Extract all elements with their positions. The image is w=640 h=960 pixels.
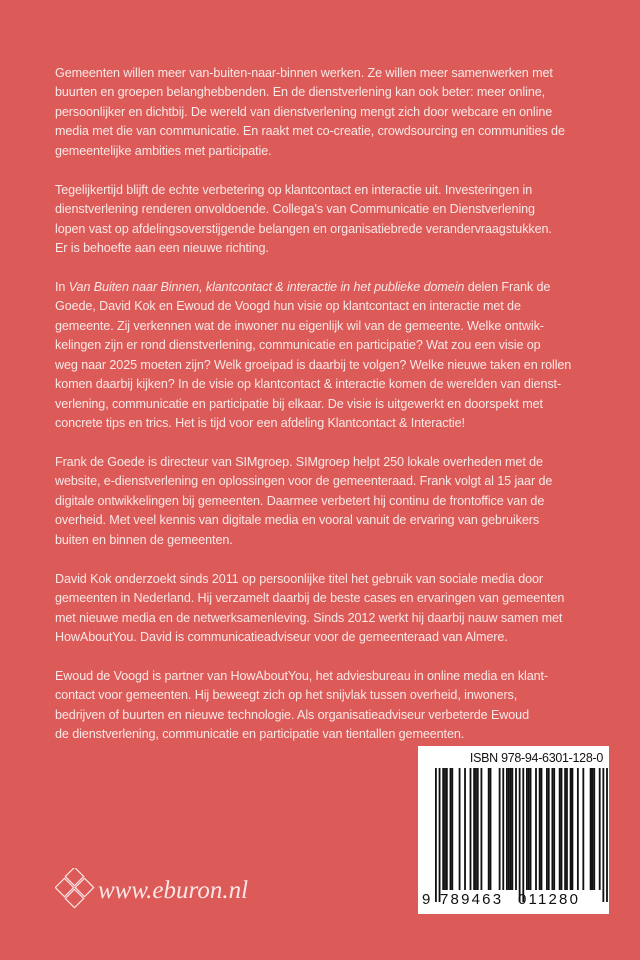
barcode-bar	[475, 768, 477, 890]
barcode-bar	[526, 768, 528, 890]
barcode-bar	[592, 768, 594, 890]
barcode-bar	[559, 768, 561, 890]
barcode-bar	[502, 768, 504, 890]
barcode-bar	[470, 768, 472, 890]
text-line: gemeentelijke ambities met participatie.	[55, 143, 272, 158]
barcode-bar	[599, 768, 601, 890]
barcode-bar	[511, 768, 513, 890]
text-line: gemeente. Zij verkennen wat de inwoner nu eigenlijk wil van de gemeente. Welke ontwik-	[55, 318, 544, 333]
barcode-first-digit: 9	[422, 891, 431, 908]
text-line: Ewoud de Voogd is partner van HowAboutYou, het adviesbureau in online media en klant-	[55, 668, 549, 683]
text-line: concrete tips en trics. Het is tijd voor een afdeling Klantcontact & Interactie!	[55, 416, 465, 431]
barcode-bar	[446, 768, 448, 890]
paragraph	[55, 278, 615, 434]
barcode-bar	[577, 768, 579, 890]
paragraph	[55, 453, 615, 550]
barcode-right-digits: 011280	[518, 891, 581, 908]
barcode-bar	[515, 768, 517, 890]
barcode-bar	[522, 768, 524, 902]
text-line	[55, 278, 615, 297]
barcode-bar	[488, 768, 490, 890]
barcode-bar	[553, 768, 555, 890]
barcode-bar	[551, 768, 553, 890]
isbn-label: ISBN 978-94-6301-128-0	[469, 751, 603, 765]
barcode-bar	[561, 768, 563, 890]
text-line: buurten en groepen belanghebbenden. En de dienstverlening kan ook beter: meer online,	[55, 85, 546, 100]
text-line: met nieuwe media en de netwerksamenleving. Sinds 2012 werkt hij daarbij nauw samen met	[55, 610, 563, 625]
barcode-bar	[481, 768, 483, 890]
barcode-bar	[566, 768, 568, 890]
barcode-bar	[602, 768, 604, 902]
barcode-bar	[572, 768, 574, 890]
barcode-bar	[564, 768, 566, 890]
text-line: Gemeenten willen meer van-buiten-naar-binnen werken. Ze willen meer samenwerken met	[55, 66, 553, 80]
barcode-bar	[546, 768, 548, 890]
barcode-bar	[539, 768, 541, 890]
paragraph	[55, 64, 615, 161]
barcode-bar	[506, 768, 508, 890]
text-line: dienstverlening renderen onvoldoende. Collega's van Communicatie en Dienstverlening	[55, 202, 535, 217]
barcode-bar	[535, 768, 537, 890]
barcode-bar	[590, 768, 592, 890]
barcode-bar	[435, 768, 437, 902]
publisher-url[interactable]: www.eburon.nl	[98, 877, 249, 904]
barcode-bar	[473, 768, 475, 890]
text-line: contact voor gemeenten. Hij beweegt zich op het snijvlak tussen overheid, inwoners,	[55, 688, 518, 703]
back-cover-text	[55, 64, 615, 764]
text-line: persoonlijker en dichtbij. De wereld van dienstverlening mengt zich door webcare en online	[55, 104, 553, 119]
text-fragment: In	[55, 279, 69, 294]
barcode-bar	[530, 768, 532, 890]
book-title: Van Buiten naar Binnen, klantcontact & interactie in het publieke domein	[68, 279, 465, 294]
text-line: de dienstverlening, communicatie en participatie van tientallen gemeenten.	[55, 727, 465, 742]
paragraph	[55, 570, 615, 648]
text-line: digitale ontwikkelingen bij gemeenten. Daarmee verbetert hij continu de frontoffice van de	[55, 493, 545, 508]
barcode-bar	[593, 768, 595, 890]
barcode-bar	[519, 768, 521, 902]
text-line: HowAboutYou. David is communicatieadviseur voor de gemeenteraad van Almere.	[55, 630, 508, 645]
barcode-bar	[541, 768, 543, 890]
barcode-bar	[508, 768, 510, 890]
barcode-bar	[450, 768, 452, 890]
barcode-bar	[582, 768, 584, 890]
barcode-bar	[528, 768, 530, 890]
text-line: bedrijven of buurten en nieuwe technologie. Als organisatieadviseur verbeterde Ewoud	[55, 707, 529, 722]
text-line: weg naar 2025 moeten zijn? Welk groeipad is daarbij te volgen? Welke nieuwe taken en rollen	[55, 357, 572, 372]
barcode-bar	[510, 768, 512, 890]
barcode-bar	[464, 768, 466, 890]
text-line: Er is behoefte aan een nieuwe richting.	[55, 241, 269, 256]
paragraph	[55, 181, 615, 259]
text-line: media met die van communicatie. En raakt met co-creatie, crowdsourcing en communities de	[55, 124, 565, 139]
barcode-bar	[548, 768, 550, 890]
text-line: buiten en binnen de gemeenten.	[55, 532, 233, 547]
text-line: lopen vast op afdelingsoverstijgende belangen en organisatiebrede verandervraagstukken.	[55, 221, 552, 236]
text-line: website, e-dienstverlening en oplossingen voor de gemeenteraad. Frank volgt al 15 jaar de	[55, 474, 553, 489]
barcode-bar	[499, 768, 501, 890]
barcode-bar	[439, 768, 441, 902]
text-line: David Kok onderzoekt sinds 2011 op persoonlijke titel het gebruik van sociale media door	[55, 571, 544, 586]
text-line: Goede, David Kok en Ewoud de Voogd hun visie op klantcontact en interactie met de	[55, 299, 521, 314]
barcode-bar	[451, 768, 453, 890]
barcode-bar	[490, 768, 492, 890]
text-line: komen daarbij kijken? In de visie op klantcontact & interactie komen de werelden van dienst-	[55, 377, 562, 392]
barcode-bar	[477, 768, 479, 890]
text-line: gemeenten in Nederland. Hij verzamelt daarbij de beste cases en ervaringen van gemeenten	[55, 591, 565, 606]
text-line: overheid. Met veel kennis van digitale media en vooral vanuit de ervaring van gebruikers	[55, 513, 540, 528]
text-line: kelingen zijn er rond dienstverlening, communicatie en participatie? Wat zou een visie op	[55, 338, 541, 353]
paragraph	[55, 667, 615, 745]
isbn-barcode	[418, 746, 609, 914]
text-line: verlening, communicatie en participatie bij elkaar. De visie is uitgewerkt en doorspekt met	[55, 396, 543, 411]
barcode-bar	[570, 768, 572, 890]
barcode-bars	[418, 746, 609, 914]
barcode-left-digits: 789463	[440, 891, 504, 908]
barcode-bar	[459, 768, 461, 890]
barcode-bar	[606, 768, 608, 902]
text-line: Frank de Goede is directeur van SIMgroep. SIMgroep helpt 250 lokale overheden met de	[55, 455, 543, 470]
text-fragment: delen Frank de	[464, 279, 551, 294]
text-line: Tegelijkertijd blijft de echte verbetering op klantcontact en interactie uit. Investeringen in	[55, 182, 533, 197]
barcode-bar	[442, 768, 444, 890]
barcode-bar	[444, 768, 446, 890]
eburon-logo-icon	[55, 868, 97, 912]
